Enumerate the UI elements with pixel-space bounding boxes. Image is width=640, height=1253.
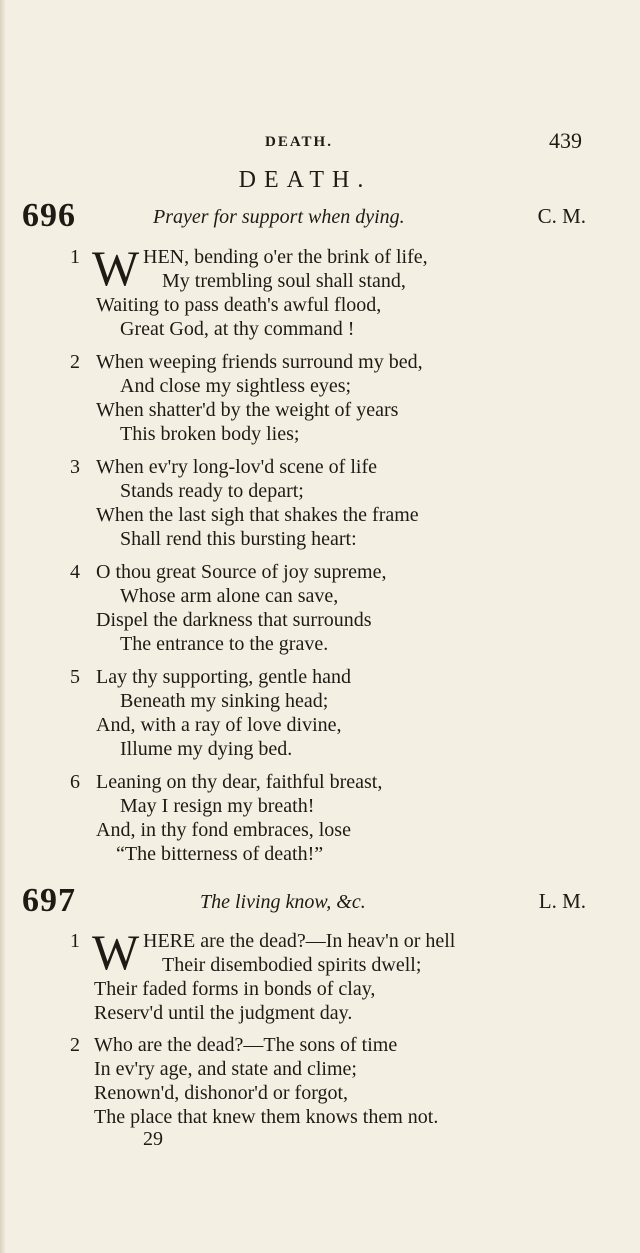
drop-cap: W	[92, 924, 140, 980]
verse-line: Their disembodied spirits dwell;	[162, 954, 422, 976]
verse-line: And, in thy fond embraces, lose	[96, 819, 351, 841]
stanza-number: 3	[70, 456, 80, 478]
verse-line: The place that knew them knows them not.	[94, 1106, 439, 1128]
verse-line: O thou great Source of joy supreme,	[96, 561, 387, 583]
verse-line: When the last sigh that shakes the frame	[96, 504, 419, 526]
verse-line: Leaning on thy dear, faithful breast,	[96, 771, 383, 793]
hymn-meter: L. M.	[538, 889, 586, 913]
verse-line: HERE are the dead?—In heav'n or hell	[143, 930, 456, 952]
verse-line: Lay thy supporting, gentle hand	[96, 666, 351, 688]
hymn-number: 697	[22, 882, 76, 919]
verse-line: Dispel the darkness that surrounds	[96, 609, 372, 631]
signature-mark: 29	[143, 1128, 163, 1150]
verse-line: May I resign my breath!	[120, 795, 315, 817]
verse-line: Great God, at thy command !	[120, 318, 355, 340]
verse-line: Reserv'd until the judgment day.	[94, 1002, 353, 1024]
stanza-number: 2	[70, 351, 80, 373]
verse-line: When weeping friends surround my bed,	[96, 351, 423, 373]
stanza-number: 1	[70, 930, 80, 952]
verse-line: Waiting to pass death's awful flood,	[96, 294, 382, 316]
hymn-meter: C. M.	[537, 204, 586, 228]
running-head-title: DEATH.	[265, 134, 333, 150]
stanza-number: 6	[70, 771, 80, 793]
section-title: DEATH.	[238, 167, 372, 193]
hymn-number: 696	[22, 197, 76, 234]
verse-line: Illume my dying bed.	[120, 738, 293, 760]
verse-line: And, with a ray of love divine,	[96, 714, 342, 736]
stanza-number: 1	[70, 246, 80, 268]
hymn-subject: The living know, &c.	[200, 891, 366, 913]
verse-line: In ev'ry age, and state and clime;	[94, 1058, 357, 1080]
stanza-number: 5	[70, 666, 80, 688]
verse-line: Renown'd, dishonor'd or forgot,	[94, 1082, 349, 1104]
verse-line: Stands ready to depart;	[120, 480, 304, 502]
verse-line: Who are the dead?—The sons of time	[94, 1034, 398, 1056]
verse-line: “The bitterness of death!”	[116, 843, 324, 865]
verse-line: When ev'ry long-lov'd scene of life	[96, 456, 377, 478]
verse-line: The entrance to the grave.	[120, 633, 329, 655]
verse-line: This broken body lies;	[120, 423, 300, 445]
page-number: 439	[549, 128, 582, 153]
verse-line: Shall rend this bursting heart:	[120, 528, 357, 550]
verse-line: When shatter'd by the weight of years	[96, 399, 399, 421]
verse-line: And close my sightless eyes;	[120, 375, 352, 397]
verse-line: HEN, bending o'er the brink of life,	[143, 246, 428, 268]
verse-line: Beneath my sinking head;	[120, 690, 329, 712]
hymn-subject: Prayer for support when dying.	[153, 206, 405, 228]
drop-cap: W	[92, 240, 140, 296]
stanza-number: 4	[70, 561, 80, 583]
stanza-number: 2	[70, 1034, 80, 1056]
hymn-header	[0, 197, 640, 239]
verse-line: My trembling soul shall stand,	[162, 270, 406, 292]
verse-line: Whose arm alone can save,	[120, 585, 339, 607]
hymn-header	[0, 882, 640, 924]
verse-line: Their faded forms in bonds of clay,	[94, 978, 376, 1000]
running-head	[0, 128, 640, 158]
